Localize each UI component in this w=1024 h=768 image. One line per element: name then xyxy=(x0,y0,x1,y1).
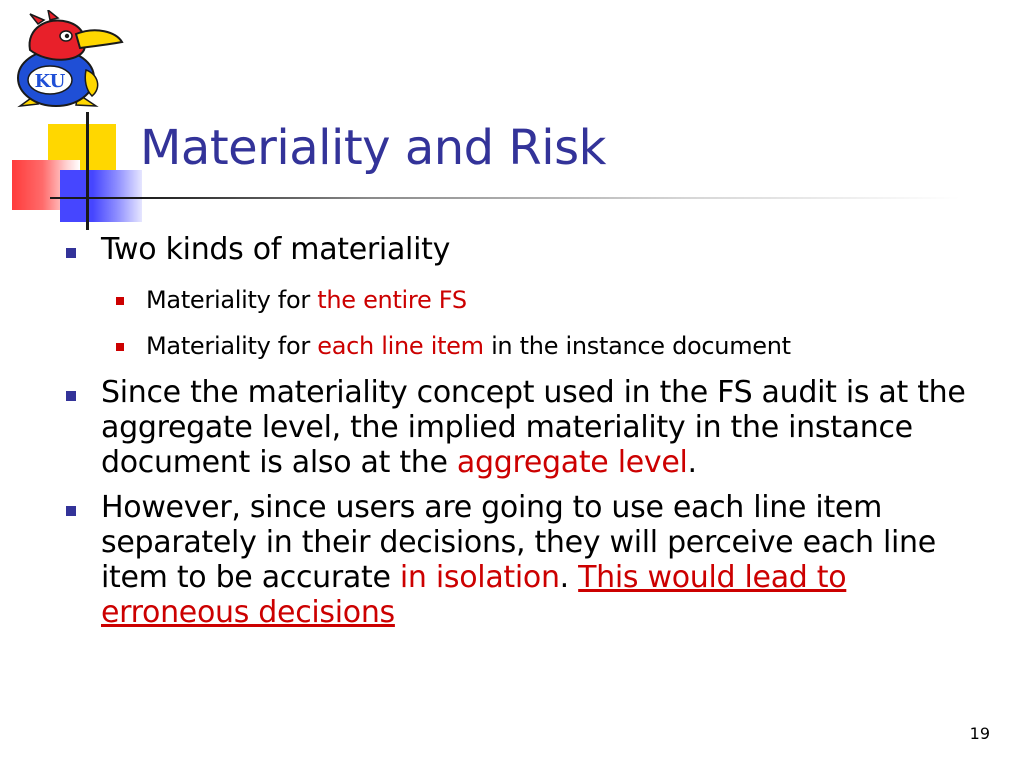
highlight-text: aggregate level xyxy=(456,445,688,480)
page-number: 19 xyxy=(969,724,990,743)
bullet-two-kinds xyxy=(60,232,1000,267)
sub-bullet-list xyxy=(60,277,1000,369)
highlight-text: each line item xyxy=(317,332,484,360)
logo-text: KU xyxy=(34,71,66,92)
sub-bullet-prefix: Materiality for xyxy=(146,286,318,314)
sub-bullet-suffix: in the instance document xyxy=(483,332,791,360)
bullet-line-item-isolation xyxy=(60,490,1000,630)
bullet-text: However, since users are going to use each line item separately in their decisions, they will perceive each line item to be accurate xyxy=(101,490,936,595)
slide-body xyxy=(60,232,1000,640)
sub-bullet-entire-fs xyxy=(60,277,1000,323)
bullet-suffix: . xyxy=(559,560,579,595)
title-underline xyxy=(50,197,960,199)
bullet-aggregate-level xyxy=(60,375,1000,480)
sub-bullet-each-line-item xyxy=(60,323,1000,369)
highlight-text: the entire FS xyxy=(317,286,467,314)
sub-bullet-prefix: Materiality for xyxy=(146,332,318,360)
highlight-text: in isolation xyxy=(399,560,560,595)
jayhawk-logo xyxy=(8,10,128,114)
decor-blue-gradient xyxy=(60,170,142,222)
bullet-text: Two kinds of materiality xyxy=(101,232,451,267)
underlined-conclusion: This would lead to erroneous decisions xyxy=(101,560,847,630)
bullet-suffix: . xyxy=(687,445,697,480)
slide-title: Materiality and Risk xyxy=(140,120,606,176)
bullet-text: Since the materiality concept used in the FS audit is at the aggregate level, the implied materiality in the instance document is also at the xyxy=(101,375,966,480)
decor-vertical-line xyxy=(86,112,89,230)
